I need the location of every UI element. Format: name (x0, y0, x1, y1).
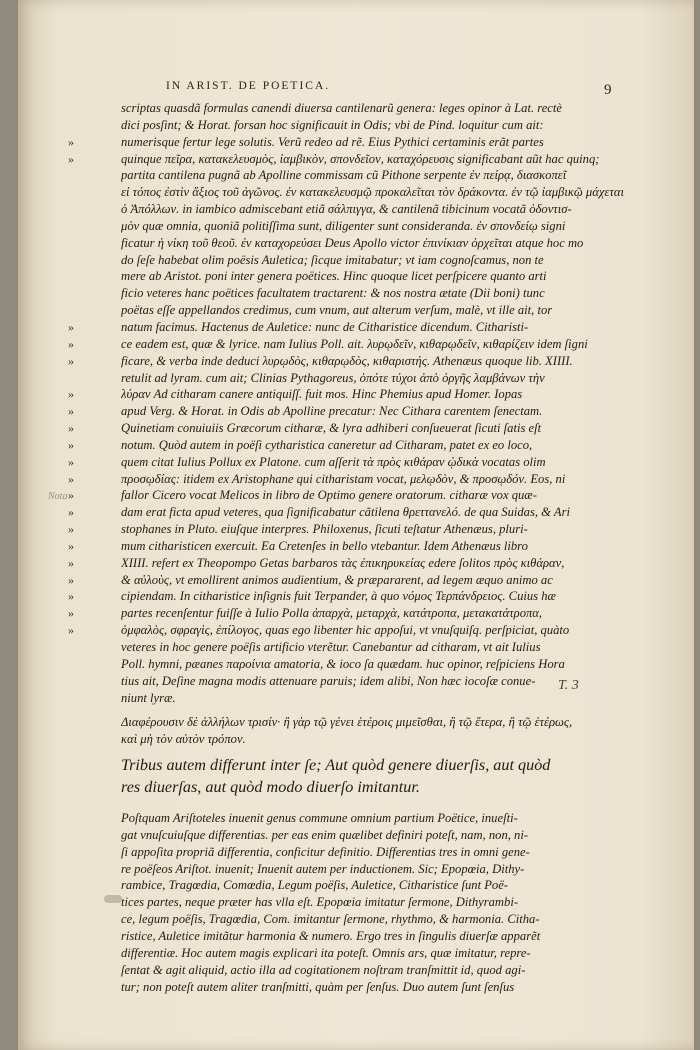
marginal-quote-mark: » (68, 404, 74, 418)
text-line: poëtas eſſe appellandos credimus, cum vnum, aut alterum verſum, malè, vt ille ait, tor (121, 303, 553, 318)
text-line: tices partes, neque præter has vlla eſt. Epopœia imitatur ſermone, Dithyrambi- (121, 895, 519, 910)
text-line: do ſeſe habebat olim poësis Auletica; ſicque imitabatur; vt iam cognoſcamus, non te (121, 252, 544, 267)
text-line: μὸν quæ omnia, quoniã politiſſima sunt, diligenter sunt consideranda. ἐν σπονδείῳ signi (121, 218, 566, 233)
marginal-quote-mark: » (68, 387, 74, 401)
text-line: Poll. hymni, pæanes παροίνια amatoria, & ioco ſa quædam. huc opinor, reſpiciens Hora (121, 656, 565, 671)
text-line: ficare, & verba inde deduci λυρῳδὸς, κιθαρῳδὸς, κιθαριστής. Athenæus quoque lib. XIIII. (121, 353, 573, 368)
page-number: 9 (604, 82, 612, 98)
text-line: veteres in hoc genere poëſis artificio vterẽtur. Canebantur ad citharam, vt ait Iulius (121, 640, 541, 654)
text-line: stophanes in Pluto. eiuſque interpres. Philoxenus, ſicuti teſtatur Athenæus, pluri- (121, 522, 528, 537)
text-line: tius ait, Deſine magna modis attenuare paruis; idem alibi, Non hæc iocoſæ conue- (121, 673, 536, 688)
marginal-quote-mark: » (68, 320, 74, 334)
text-line: Quinetiam conuiuiis Græcorum citharæ, & lyra adhiberi conſueuerat ſicuti ſatis eſt (121, 421, 542, 436)
text-line: XIIII. refert ex Theopompo Getas barbaros τὰς ἐπικηρυκείας edere ſolitos πρὸς κιθάραν, (121, 555, 565, 570)
text-line: tur; non poteſt autem aliter tranſmitti, quàm per ſenſus. Duo autem ſunt ſenſus (121, 979, 515, 994)
running-head: IN ARIST. DE POETICA. (166, 80, 331, 92)
text-line: εἰ τόπος ἐστὶν ἄξιος τοῦ ἀγῶνος. ἐν κατακελευσμῷ προκαλεῖται τὸν δράκοντα. ἐν τῷ ἰαμβικῷ μάχεται (121, 185, 624, 200)
text-line: Poſtquam Ariſtoteles inuenit genus commune omnium partium Poëtice, inueſti- (121, 811, 518, 826)
text-line: gat vnuſcuiuſque differentias. per eas enim quælibet definiri poteſt, nam, non, ni- (121, 827, 529, 842)
margin-note-left: Nota (48, 491, 68, 502)
marginal-quote-mark: » (68, 455, 74, 469)
marginal-quote-mark: » (68, 589, 74, 603)
text-line: fallor Cicero vocat Melicos in libro de Optimo genere oratorum. citharæ vox quæ- (121, 488, 537, 503)
text-line: ſentat & agit aliquid, actio illa ad cogitationem noſtram tranſmittit id, quod agi- (121, 962, 526, 977)
spacer (121, 798, 641, 810)
marginal-quote-mark: » (68, 556, 74, 570)
text-line: cipiendam. In citharistice inſignis fuit Terpander, à quo νόμος Τερπάνδρειος. Cuius hæ (121, 589, 556, 604)
marginal-quote-mark: » (68, 472, 74, 486)
text-line: λύραν Ad citharam canere antiquiſſ. fuit mos. Hinc Phemius apud Homer. Iopas (121, 387, 523, 402)
marginal-quote-mark: » (68, 505, 74, 519)
text-line: quem citat Iulius Pollux ex Platone. cum aſſerit τὰ πρὸς κιθάραν ᾠδικὰ vocatas olim (121, 454, 546, 469)
text-line: προσῳδίας: itidem ex Aristophane qui citharistam vocat, μελῳδὸν, & προσῳδόν. Eos, ni (121, 471, 566, 486)
body-text (121, 100, 641, 995)
text-line: niunt lyræ. (121, 690, 176, 705)
latin-lemma-line: Tribus autem differunt inter ſe; Aut quòd genere diuerſis, aut quòd (121, 756, 551, 775)
marginal-quote-mark: » (68, 573, 74, 587)
text-line: scriptas quasdã formulas canendi diuersa cantilenarũ genera: leges opinor à Lat. rectè (121, 101, 562, 115)
text-line: apud Verg. & Horat. in Odis ab Apolline precatur: Nec Cithara carentem ſenectam. (121, 404, 543, 419)
text-line: natum facimus. Hactenus de Auletice: nunc de Citharistice dicendum. Citharisti- (121, 319, 529, 334)
latin-lemma-line: res diuerſas, aut quòd modo diuerſo imitantur. (121, 778, 420, 797)
text-line: mere ab Aristot. poni inter genera poëtices. Hinc quoque licet perſpicere quanto arti (121, 269, 547, 284)
marginal-quote-mark: » (68, 623, 74, 637)
ink-stain (104, 895, 122, 903)
text-line: & αὐλοὺς, vt emollirent animos audientium, & præpararent, ad legem æquo animo ac (121, 572, 553, 587)
text-line: notum. Quòd autem in poëſi cytharistica caneretur ad Citharam, patet ex eo loco, (121, 437, 533, 452)
text-line: ficio veteres hanc poëtices facultatem tractarent: & nos nostra ætate (Dii boni) tunc (121, 286, 545, 301)
text-line: ce eadem est, quæ & lyrice. nam Iulius Poll. ait. λυρῳδεῖν, κιθαρῳδεῖν, κιθαρίζειν idem ſigni (121, 336, 588, 351)
text-line: ὁ Ἀπόλλων. in iambico admiscebant etiã σάλπιγγα, & cantilenã tibicinum vocatã ὀδοντισ- (121, 202, 572, 217)
text-line: ristice, Auletice imitãtur harmonia & numero. Ergo tres in ſingulis diuerſæ apparẽt (121, 928, 541, 943)
greek-lemma-line: Διαφέρουσιν δὲ ἀλλήλων τρισίν· ἢ γὰρ τῷ γένει ἑτέροις μιμεῖσθαι, ἢ τῷ ἕτερα, ἢ τῷ ἑτέρως, (121, 715, 573, 730)
marginal-quote-mark: » (68, 539, 74, 553)
greek-lemma-line: καὶ μὴ τὸν αὐτὸν τρόπον. (121, 732, 246, 747)
marginal-quote-mark: » (68, 337, 74, 351)
text-line: partita cantilena pugnã ab Apolline commissam cũ Pithone serpente ἐν πείρᾳ, διασκοπεῖ (121, 168, 567, 183)
text-line: ὀμφαλὸς, σφραγὶς, ἐπίλογος, quas ego libenter hic appoſui, vt vnuſquiſq. perſpiciat, quàto (121, 623, 570, 638)
marginal-quote-mark: » (68, 522, 74, 536)
marginal-quote-mark: » (68, 354, 74, 368)
book-page (18, 0, 694, 1050)
text-line: rambice, Tragœdia, Comœdia, Legum poëſis, Auletice, Citharistice ſunt Poë- (121, 878, 509, 893)
marginal-quote-mark: » (68, 421, 74, 435)
marginal-quote-mark: » (68, 606, 74, 620)
text-line: ce, legum poëſis, Tragœdia, Com. imitantur ſermone, rhythmo, & harmonia. Citha- (121, 912, 540, 927)
marginal-quote-mark: » (68, 438, 74, 452)
spacer (121, 706, 641, 714)
text-line: dam erat ficta apud veteres, qua ſignificabatur cãtilena θρεττανελό. de qua Suidas, & Ari (121, 505, 570, 520)
marginal-quote-mark: » (68, 135, 74, 149)
text-line: numerisque fertur lege solutis. Verũ redeo ad rẽ. Eius Pythici certaminis erãt partes (121, 134, 544, 149)
text-line: ſi appoſita propriã differentia, conficitur definitio. Differentias tres in omni gene- (121, 844, 530, 859)
text-line: ficatur ἡ νίκη τοῦ θεοῦ. ἐν καταχορεύσει Deus Apollo victor ἐπινίκιαν ὀρχεῖται atque hoc mo (121, 235, 584, 250)
text-line: partes recenſentur fuiſſe à Iulio Polla ἀπαρχὰ, μεταρχὰ, κατάτροπα, μετακατάτροπα, (121, 606, 543, 621)
text-line: dici posſint; & Horat. forsan hoc significauit in Odis; vbi de Pind. loquitur cum ait: (121, 117, 544, 132)
text-line: re poëſeos Ariſtot. inuenit; Inuenit autem per inductionem. Sic; Epopœia, Dithy- (121, 861, 525, 876)
text-line: quinque πεῖρα, κατακελευσμὸς, ἰαμβικὸν, σπονδεῖον, καταχόρευσις significabant aũt hac quinq; (121, 151, 600, 166)
text-line: mum citharisticen exercuit. Ea Cretenſes in bello vtebantur. Idem Athenæus libro (121, 538, 528, 553)
marginal-quote-mark: » (68, 488, 74, 502)
text-line: differentiæ. Hoc autem magis explicari ita poteſt. Omnis ars, quæ imitatur, repre- (121, 945, 531, 960)
text-line: retulit ad lyram. cum ait; Clinias Pythagoreus, ὁπότε τύχοι ἀπὸ ὀργῆς λαμβάνων τὴν (121, 370, 545, 385)
margin-note-right: T. 3 (558, 678, 579, 693)
marginal-quote-mark: » (68, 152, 74, 166)
